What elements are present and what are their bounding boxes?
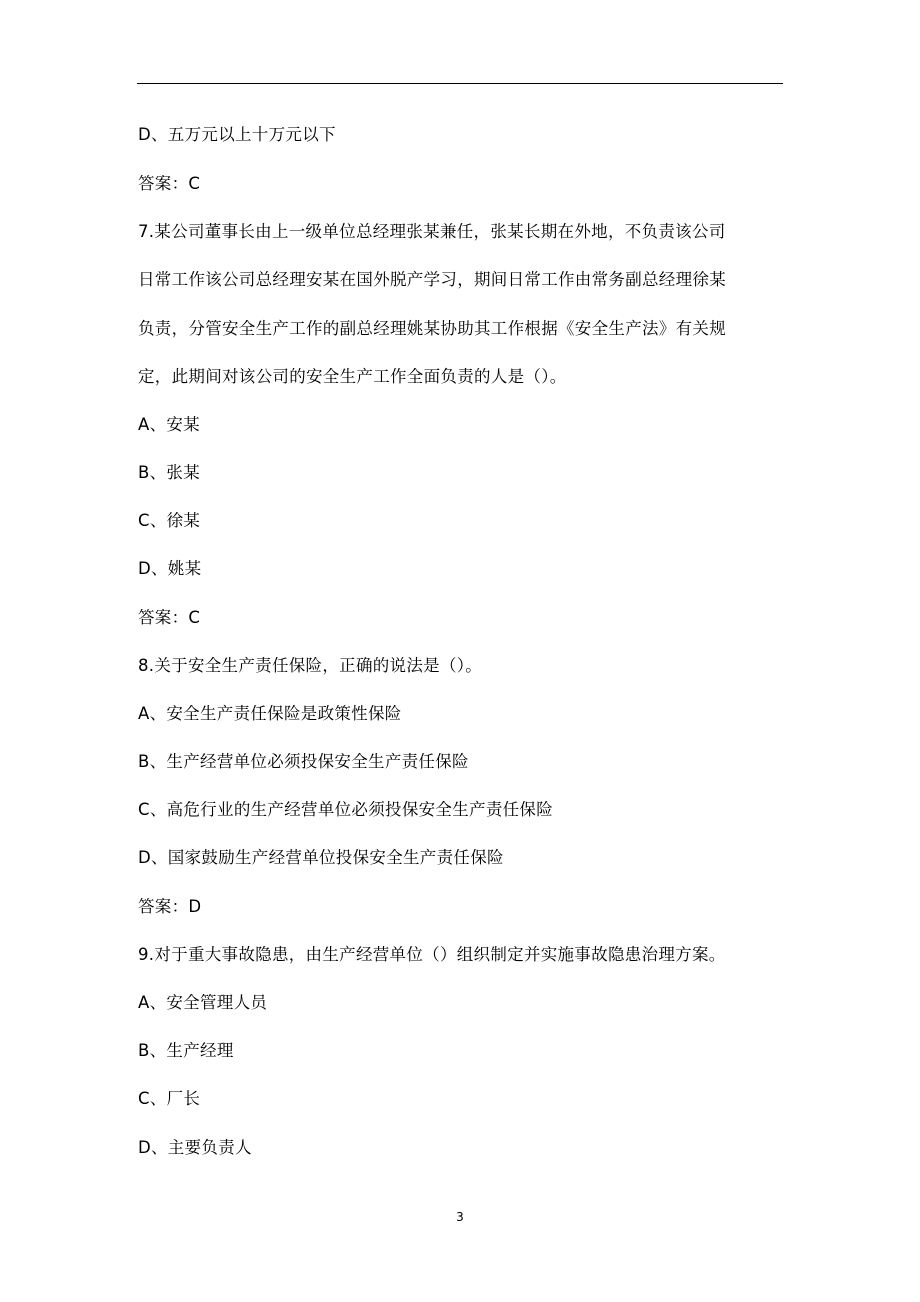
answer-q7: 答案：C: [138, 608, 201, 627]
option-b-q8: B、生产经营单位必须投保安全生产责任保险: [138, 752, 469, 771]
question-7-line-1: 7.某公司董事长由上一级单位总经理张某兼任，张某长期在外地，不负责该公司: [138, 222, 726, 241]
option-a-q9: A、安全管理人员: [138, 993, 268, 1012]
option-c-q8: C、高危行业的生产经营单位必须投保安全生产责任保险: [138, 800, 554, 819]
option-b-q9: B、生产经理: [138, 1041, 234, 1060]
option-c-q9: C、厂长: [138, 1089, 201, 1108]
answer-q6: 答案：C: [138, 174, 201, 193]
option-a-q7: A、安某: [138, 415, 200, 434]
option-c-q7: C、徐某: [138, 511, 201, 530]
question-7-line-2: 日常工作该公司总经理安某在国外脱产学习，期间日常工作由常务副总经理徐某: [138, 270, 726, 289]
header-rule: [137, 83, 783, 84]
question-8: 8.关于安全生产责任保险，正确的说法是（）。: [138, 656, 483, 675]
option-d-q6: D、五万元以上十万元以下: [138, 125, 336, 144]
answer-q8: 答案：D: [138, 897, 202, 916]
option-b-q7: B、张某: [138, 463, 201, 482]
question-7-line-4: 定，此期间对该公司的安全生产工作全面负责的人是（）。: [138, 367, 567, 386]
option-d-q8: D、国家鼓励生产经营单位投保安全生产责任保险: [138, 848, 504, 867]
option-a-q8: A、安全生产责任保险是政策性保险: [138, 704, 402, 723]
option-d-q7: D、姚某: [138, 559, 202, 578]
page-number: 3: [456, 1210, 464, 1224]
question-7-line-3: 负责，分管安全生产工作的副总经理姚某协助其工作根据《安全生产法》有关规: [138, 319, 726, 338]
option-d-q9: D、主要负责人: [138, 1138, 252, 1157]
question-9: 9.对于重大事故隐患，由生产经营单位（）组织制定并实施事故隐患治理方案。: [138, 945, 726, 964]
